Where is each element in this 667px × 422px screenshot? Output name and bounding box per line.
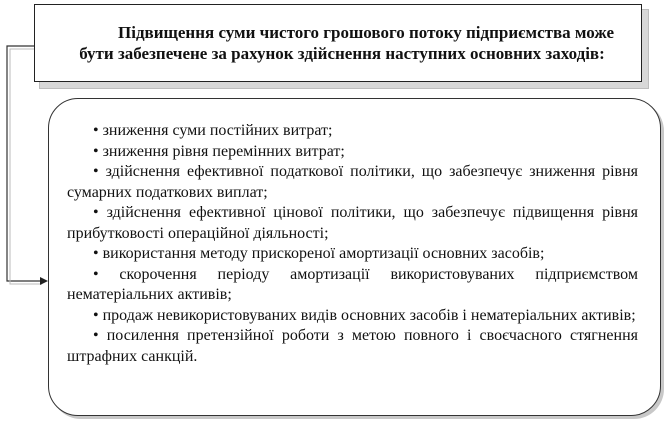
measure-item: • скорочення періоду амортизації використовуваних підприємством нематеріальних активів; bbox=[67, 265, 638, 303]
arrowhead bbox=[40, 277, 48, 285]
measure-item: • здійснення ефективної податкової політики, що забезпечує зниження рівня сумарних податкових виплат; bbox=[67, 163, 638, 201]
measure-item: • зниження рівня перемінних витрат; bbox=[93, 142, 345, 160]
measure-item: • продаж невикористовуваних видів основних засобів і нематеріальних активів; bbox=[93, 306, 636, 324]
header-box bbox=[34, 4, 648, 88]
measures-list bbox=[67, 121, 638, 367]
measure-item: • використання методу прискореної амортизації основних засобів; bbox=[93, 245, 545, 262]
header-frame bbox=[34, 4, 642, 82]
measure-item: • зниження суми постійних витрат; bbox=[93, 122, 333, 139]
measures-box bbox=[48, 98, 661, 416]
header-title: Підвищення суми чистого грошового потоку підприємства може бути забезпечене за рахунок здійснення наступних основних заходів: bbox=[79, 23, 614, 63]
measure-item: • посилення претензійної роботи з метою повного і своєчасного стягнення штрафних санкцій. bbox=[67, 327, 638, 365]
measure-item: • здійснення ефективної цінової політики, що забезпечує підвищення рівня прибутковості операційної діяльності; bbox=[67, 204, 638, 242]
